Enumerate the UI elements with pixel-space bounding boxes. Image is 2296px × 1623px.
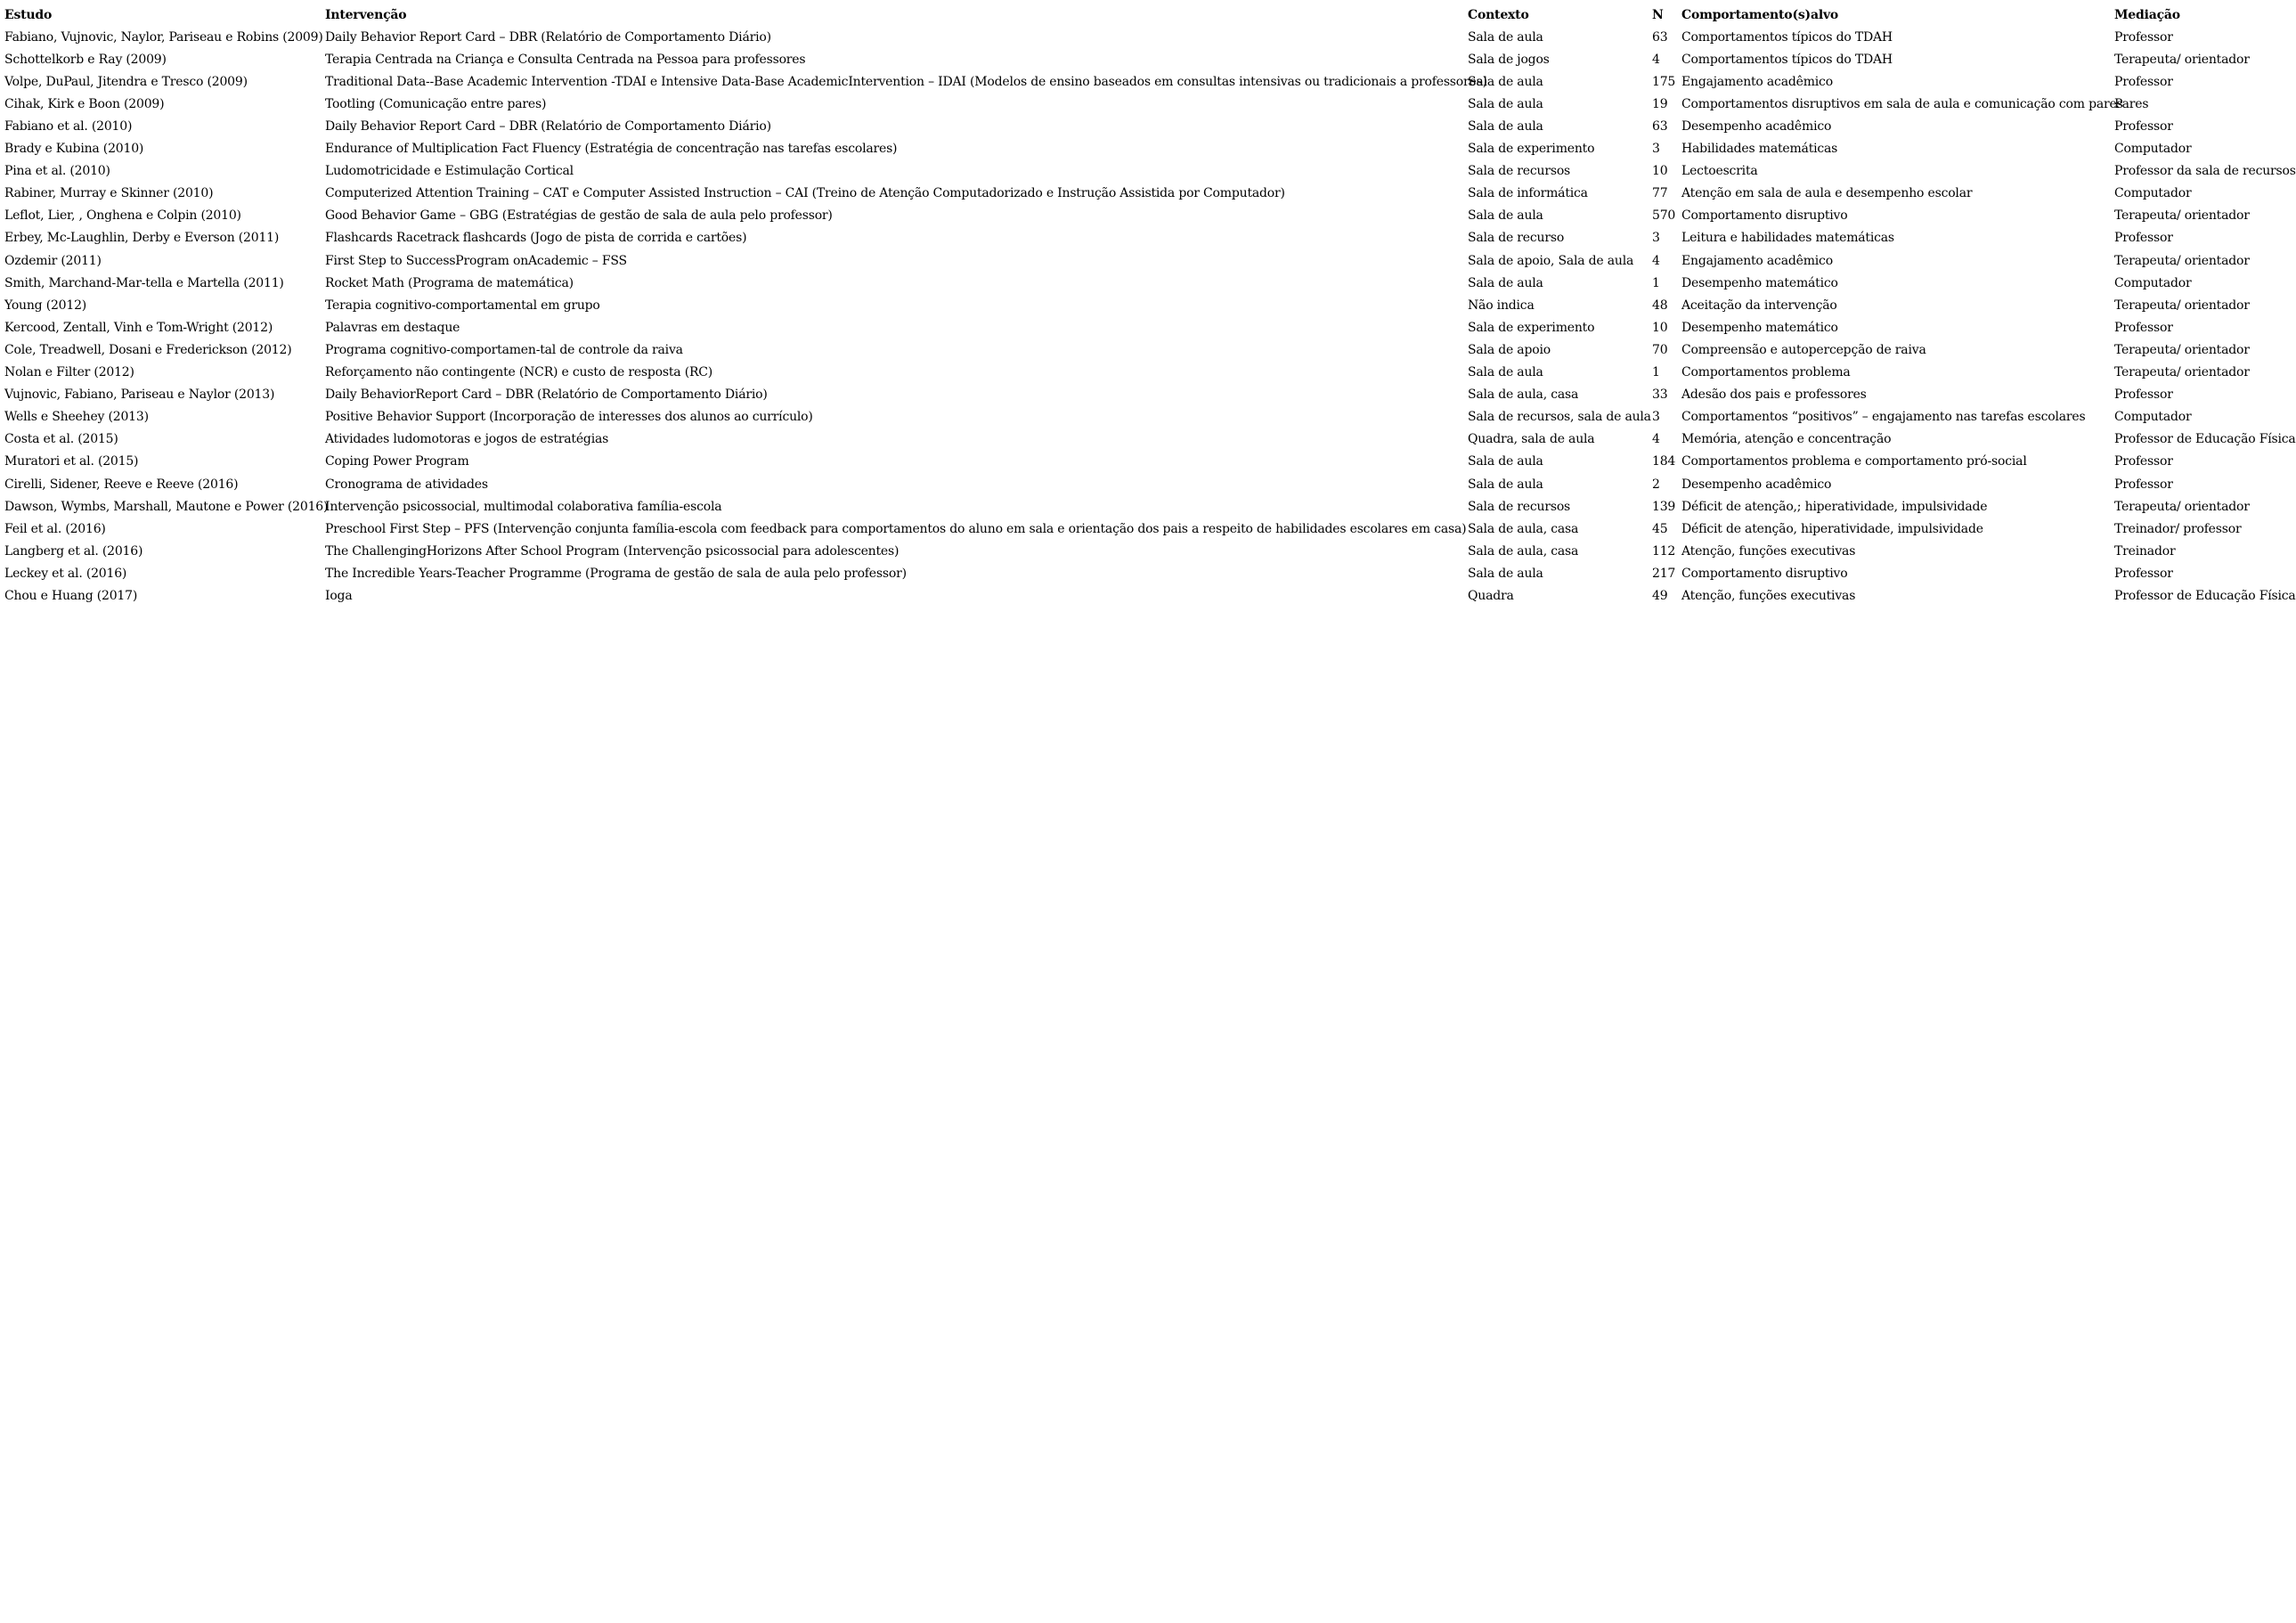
cell-contexto: Quadra	[1468, 588, 1514, 603]
cell-contexto: Sala de recursos	[1468, 164, 1571, 179]
cell-contexto: Quadra, sala de aula	[1468, 432, 1595, 447]
cell-estudo: Pina et al. (2010)	[4, 164, 110, 179]
table-row	[4, 562, 2294, 584]
cell-estudo: Cirelli, Sidener, Reeve e Reeve (2016)	[4, 477, 239, 492]
cell-n: 3	[1652, 142, 1660, 157]
cell-contexto: Sala de aula	[1468, 119, 1543, 135]
cell-intervencao: Cronograma de atividades	[325, 477, 488, 492]
cell-mediacao: Professor de Educação Física	[2114, 432, 2296, 447]
cell-mediacao: Professor de Educação Física	[2114, 588, 2296, 603]
cell-estudo: Brady e Kubina (2010)	[4, 142, 144, 157]
cell-contexto: Sala de informática	[1468, 186, 1588, 201]
cell-mediacao: Terapeuta/ orientador	[2114, 365, 2250, 380]
cell-mediacao: Pares	[2114, 96, 2149, 111]
cell-mediacao: Terapeuta/ orientador	[2114, 52, 2250, 67]
table-row	[4, 26, 2294, 48]
cell-intervencao: Rocket Math (Programa de matemática)	[325, 275, 574, 290]
cell-intervencao: Daily BehaviorReport Card – DBR (Relatório de Comportamento Diário)	[325, 387, 768, 403]
cell-comportamento: Adesão dos pais e professores	[1681, 387, 1867, 403]
table-row	[4, 362, 2294, 384]
cell-mediacao: Computador	[2114, 186, 2192, 201]
table-row	[4, 160, 2294, 183]
column-header-mediacao: Mediação	[2114, 7, 2180, 22]
cell-contexto: Sala de aula	[1468, 29, 1543, 45]
cell-n: 19	[1652, 96, 1668, 111]
cell-mediacao: Professor	[2114, 231, 2173, 246]
cell-intervencao: Daily Behavior Report Card – DBR (Relatório de Comportamento Diário)	[325, 119, 771, 135]
table-row	[4, 451, 2294, 473]
cell-intervencao: Coping Power Program	[325, 454, 469, 469]
cell-mediacao: Professor	[2114, 74, 2173, 89]
table-body	[4, 26, 2294, 607]
cell-mediacao: Professor	[2114, 320, 2173, 335]
cell-comportamento: Compreensão e autopercepção de raiva	[1681, 342, 1926, 357]
table-row	[4, 406, 2294, 428]
table-row	[4, 518, 2294, 540]
cell-n: 4	[1652, 432, 1660, 447]
cell-estudo: Vujnovic, Fabiano, Pariseau e Naylor (2013)	[4, 387, 275, 403]
cell-mediacao: Computador	[2114, 275, 2192, 290]
cell-intervencao: Computerized Attention Training – CAT e Computer Assisted Instruction – CAI (Treino de Atenção Computadorizado e Instrução Assistida por Computador)	[325, 186, 1285, 201]
cell-intervencao: Terapia cognitivo-comportamental em grupo	[325, 298, 600, 313]
cell-estudo: Erbey, Mc-Laughlin, Derby e Everson (2011)	[4, 231, 280, 246]
cell-n: 1	[1652, 365, 1660, 380]
cell-mediacao: Professor	[2114, 29, 2173, 45]
cell-mediacao: Treinador	[2114, 543, 2176, 559]
cell-contexto: Sala de aula	[1468, 275, 1543, 290]
cell-estudo: Fabiano, Vujnovic, Naylor, Pariseau e Robins (2009)	[4, 29, 323, 45]
cell-intervencao: The Incredible Years-Teacher Programme (Programa de gestão de sala de aula pelo professor)	[325, 566, 907, 581]
cell-n: 1	[1652, 275, 1660, 290]
cell-contexto: Sala de recursos	[1468, 499, 1571, 514]
table-row	[4, 540, 2294, 562]
cell-contexto: Sala de aula, casa	[1468, 543, 1579, 559]
cell-comportamento: Comportamentos problema	[1681, 365, 1851, 380]
cell-contexto: Sala de aula	[1468, 96, 1543, 111]
cell-n: 2	[1652, 477, 1660, 492]
column-header-intervencao: Intervenção	[325, 7, 407, 22]
cell-estudo: Cihak, Kirk e Boon (2009)	[4, 96, 165, 111]
cell-contexto: Sala de aula	[1468, 566, 1543, 581]
cell-estudo: Leflot, Lier, , Onghena e Colpin (2010)	[4, 208, 241, 224]
cell-contexto: Sala de aula, casa	[1468, 521, 1579, 536]
cell-comportamento: Comportamento disruptivo	[1681, 566, 1848, 581]
cell-mediacao: Professor	[2114, 387, 2173, 403]
table-row	[4, 205, 2294, 227]
cell-estudo: Muratori et al. (2015)	[4, 454, 139, 469]
cell-n: 139	[1652, 499, 1676, 514]
cell-comportamento: Desempenho acadêmico	[1681, 477, 1832, 492]
cell-comportamento: Engajamento acadêmico	[1681, 74, 1833, 89]
cell-contexto: Sala de aula	[1468, 208, 1543, 224]
cell-contexto: Sala de apoio, Sala de aula	[1468, 253, 1634, 268]
cell-n: 184	[1652, 454, 1676, 469]
table-row	[4, 338, 2294, 361]
cell-estudo: Schottelkorb e Ray (2009)	[4, 52, 167, 67]
table-row	[4, 227, 2294, 249]
cell-estudo: Kercood, Zentall, Vinh e Tom-Wright (2012)	[4, 320, 273, 335]
cell-contexto: Sala de apoio	[1468, 342, 1551, 357]
cell-comportamento: Habilidades matemáticas	[1681, 142, 1838, 157]
table-row	[4, 93, 2294, 115]
cell-comportamento: Comportamento disruptivo	[1681, 208, 1848, 224]
cell-intervencao: The ChallengingHorizons After School Program (Intervenção psicossocial para adolescentes)	[325, 543, 900, 559]
cell-comportamento: Comportamentos disruptivos em sala de aula e comunicação com pares	[1681, 96, 2123, 111]
cell-contexto: Sala de recursos, sala de aula	[1468, 410, 1651, 425]
cell-estudo: Feil et al. (2016)	[4, 521, 106, 536]
table-row	[4, 138, 2294, 160]
cell-n: 175	[1652, 74, 1676, 89]
cell-mediacao: Terapeuta/ orientador	[2114, 253, 2250, 268]
cell-n: 3	[1652, 231, 1660, 246]
cell-n: 4	[1652, 52, 1660, 67]
cell-contexto: Sala de experimento	[1468, 320, 1595, 335]
cell-comportamento: Déficit de atenção, hiperatividade, impulsividade	[1681, 521, 1983, 536]
cell-estudo: Volpe, DuPaul, Jitendra e Tresco (2009)	[4, 74, 248, 89]
cell-n: 77	[1652, 186, 1668, 201]
table-row	[4, 495, 2294, 518]
cell-n: 570	[1652, 208, 1676, 224]
cell-mediacao: Professor	[2114, 119, 2173, 135]
cell-mediacao: Computador	[2114, 142, 2192, 157]
column-header-n: N	[1652, 7, 1664, 22]
cell-comportamento: Desempenho matemático	[1681, 320, 1838, 335]
cell-n: 70	[1652, 342, 1668, 357]
cell-intervencao: Terapia Centrada na Criança e Consulta Centrada na Pessoa para professores	[325, 52, 806, 67]
cell-contexto: Sala de jogos	[1468, 52, 1550, 67]
cell-comportamento: Comportamentos típicos do TDAH	[1681, 29, 1893, 45]
cell-estudo: Ozdemir (2011)	[4, 253, 102, 268]
cell-intervencao: Endurance of Multiplication Fact Fluency (Estratégia de concentração nas tarefas escolares)	[325, 142, 898, 157]
cell-estudo: Fabiano et al. (2010)	[4, 119, 133, 135]
table-row	[4, 428, 2294, 451]
cell-intervencao: Intervenção psicossocial, multimodal colaborativa família-escola	[325, 499, 722, 514]
cell-mediacao: Terapeuta/ orientador	[2114, 208, 2250, 224]
cell-estudo: Cole, Treadwell, Dosani e Frederickson (2012)	[4, 342, 292, 357]
column-header-contexto: Contexto	[1468, 7, 1529, 22]
table-row	[4, 584, 2294, 607]
cell-estudo: Nolan e Filter (2012)	[4, 365, 134, 380]
cell-n: 45	[1652, 521, 1668, 536]
cell-comportamento: Lectoescrita	[1681, 164, 1758, 179]
column-header-estudo: Estudo	[4, 7, 53, 22]
cell-comportamento: Atenção, funções executivas	[1681, 588, 1856, 603]
table-row	[4, 384, 2294, 406]
cell-contexto: Sala de aula	[1468, 454, 1543, 469]
cell-intervencao: Palavras em destaque	[325, 320, 460, 335]
cell-n: 4	[1652, 253, 1660, 268]
cell-estudo: Langberg et al. (2016)	[4, 543, 143, 559]
cell-n: 10	[1652, 320, 1668, 335]
cell-contexto: Sala de recurso	[1468, 231, 1565, 246]
cell-intervencao: Ioga	[325, 588, 353, 603]
cell-comportamento: Déficit de atenção,; hiperatividade, impulsividade	[1681, 499, 1988, 514]
cell-n: 10	[1652, 164, 1668, 179]
cell-intervencao: Atividades ludomotoras e jogos de estratégias	[325, 432, 609, 447]
cell-estudo: Leckey et al. (2016)	[4, 566, 127, 581]
cell-estudo: Costa et al. (2015)	[4, 432, 118, 447]
cell-mediacao: Terapeuta/ orientador	[2114, 499, 2250, 514]
cell-mediacao: Professor	[2114, 477, 2173, 492]
cell-intervencao: Tootling (Comunicação entre pares)	[325, 96, 547, 111]
cell-contexto: Sala de experimento	[1468, 142, 1595, 157]
cell-intervencao: First Step to SuccessProgram onAcademic – FSS	[325, 253, 627, 268]
cell-estudo: Dawson, Wymbs, Marshall, Mautone e Power (2016)	[4, 499, 329, 514]
cell-mediacao: Professor	[2114, 566, 2173, 581]
cell-intervencao: Daily Behavior Report Card – DBR (Relatório de Comportamento Diário)	[325, 29, 771, 45]
cell-estudo: Wells e Sheehey (2013)	[4, 410, 149, 425]
cell-comportamento: Aceitação da intervenção	[1681, 298, 1837, 313]
cell-intervencao: Reforçamento não contingente (NCR) e custo de resposta (RC)	[325, 365, 713, 380]
cell-estudo: Smith, Marchand-Mar-tella e Martella (2011)	[4, 275, 284, 290]
cell-contexto: Sala de aula, casa	[1468, 387, 1579, 403]
table-row	[4, 115, 2294, 137]
cell-n: 112	[1652, 543, 1676, 559]
cell-comportamento: Atenção em sala de aula e desempenho escolar	[1681, 186, 1973, 201]
cell-mediacao: Terapeuta/ orientador	[2114, 298, 2250, 313]
cell-mediacao: Professor	[2114, 454, 2173, 469]
cell-estudo: Rabiner, Murray e Skinner (2010)	[4, 186, 214, 201]
cell-intervencao: Good Behavior Game – GBG (Estratégias de gestão de sala de aula pelo professor)	[325, 208, 833, 224]
cell-intervencao: Preschool First Step – PFS (Intervenção conjunta família-escola com feedback para comportamentos do aluno em sala e orientação dos pais a respeito de habilidades escolares em casa)	[325, 521, 1467, 536]
studies-table	[4, 4, 2294, 608]
cell-n: 33	[1652, 387, 1668, 403]
cell-mediacao: Terapeuta/ orientador	[2114, 342, 2250, 357]
cell-comportamento: Engajamento acadêmico	[1681, 253, 1833, 268]
cell-mediacao: Treinador/ professor	[2114, 521, 2242, 536]
table-row	[4, 294, 2294, 316]
cell-estudo: Chou e Huang (2017)	[4, 588, 138, 603]
cell-comportamento: Leitura e habilidades matemáticas	[1681, 231, 1894, 246]
cell-mediacao: Computador	[2114, 410, 2192, 425]
cell-contexto: Não indica	[1468, 298, 1535, 313]
table-row	[4, 249, 2294, 272]
cell-comportamento: Atenção, funções executivas	[1681, 543, 1856, 559]
table-row	[4, 48, 2294, 70]
cell-comportamento: Comportamentos típicos do TDAH	[1681, 52, 1893, 67]
cell-estudo: Young (2012)	[4, 298, 87, 313]
cell-comportamento: Memória, atenção e concentração	[1681, 432, 1892, 447]
table-row	[4, 316, 2294, 338]
cell-n: 63	[1652, 119, 1668, 135]
table-row	[4, 473, 2294, 495]
cell-n: 217	[1652, 566, 1676, 581]
cell-contexto: Sala de aula	[1468, 477, 1543, 492]
cell-mediacao: Professor da sala de recursos	[2114, 164, 2296, 179]
cell-contexto: Sala de aula	[1468, 365, 1543, 380]
cell-intervencao: Ludomotricidade e Estimulação Cortical	[325, 164, 574, 179]
table-row	[4, 272, 2294, 294]
table-header-row	[4, 4, 2294, 26]
column-header-comportamento: Comportamento(s)alvo	[1681, 7, 1839, 22]
table-row	[4, 183, 2294, 205]
cell-comportamento: Desempenho acadêmico	[1681, 119, 1832, 135]
cell-n: 63	[1652, 29, 1668, 45]
cell-intervencao: Flashcards Racetrack flashcards (Jogo de pista de corrida e cartões)	[325, 231, 747, 246]
cell-intervencao: Programa cognitivo-comportamen-tal de controle da raiva	[325, 342, 683, 357]
cell-contexto: Sala de aula	[1468, 74, 1543, 89]
cell-comportamento: Comportamentos problema e comportamento pró-social	[1681, 454, 2027, 469]
cell-comportamento: Desempenho matemático	[1681, 275, 1838, 290]
cell-n: 49	[1652, 588, 1668, 603]
cell-intervencao: Traditional Data--Base Academic Intervention -TDAI e Intensive Data-Base AcademicIntervention – IDAI (Modelos de ensino baseados em consultas intensivas ou tradicionais a professores)	[325, 74, 1487, 89]
cell-intervencao: Positive Behavior Support (Incorporação de interesses dos alunos ao currículo)	[325, 410, 813, 425]
cell-comportamento: Comportamentos “positivos” – engajamento nas tarefas escolares	[1681, 410, 2086, 425]
table-row	[4, 70, 2294, 93]
cell-n: 3	[1652, 410, 1660, 425]
cell-n: 48	[1652, 298, 1668, 313]
